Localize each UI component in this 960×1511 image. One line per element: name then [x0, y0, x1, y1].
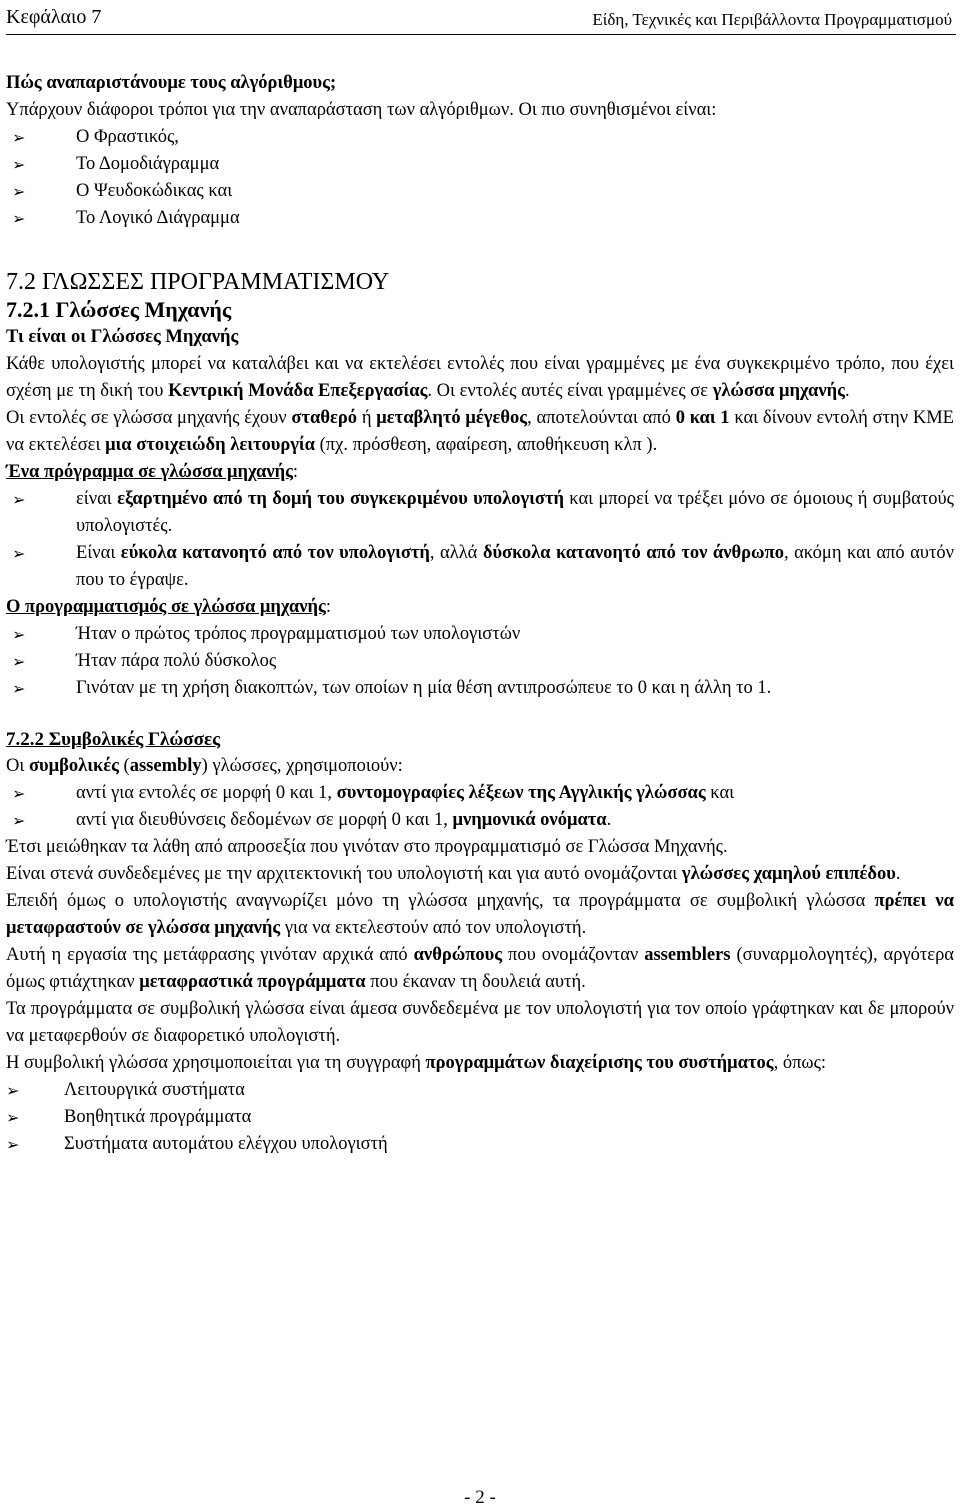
- list-item: ➢ Ήταν πάρα πολύ δύσκολος: [6, 648, 954, 675]
- program-heading: Ένα πρόγραμμα σε γλώσσα μηχανής:: [6, 462, 299, 482]
- arrow-bullet-icon: ➢: [12, 490, 26, 509]
- list-item: ➢ Ήταν ο πρώτος τρόπος προγραμματισμού των υπολογιστών: [6, 621, 954, 648]
- paragraph-symbolic-3: Είναι στενά συνδεδεμένες με την αρχιτεκτονική του υπολογιστή και για αυτό ονομάζονται γλώσσες χαμηλού επιπέδου.: [6, 864, 901, 884]
- chapter-label: Κεφάλαιο 7: [6, 6, 102, 28]
- list-item: ➢ Το Δομοδιάγραμμα: [6, 151, 954, 178]
- programming-list: [6, 621, 954, 702]
- arrow-bullet-icon: ➢: [12, 209, 26, 228]
- arrow-bullet-icon: ➢: [12, 652, 26, 671]
- paragraph-symbolic-6: Τα προγράμματα σε συμβολική γλώσσα είναι άμεσα συνδεδεμένα με τον υπολογιστή για τον οποίο γράφτηκαν και δε μπορούν να μεταφερθούν σε διαφορετικό υπολογιστή.: [6, 999, 954, 1046]
- arrow-bullet-icon: ➢: [12, 625, 26, 644]
- arrow-bullet-icon: ➢: [12, 544, 26, 563]
- section-title: 7.2 ΓΛΩΣΣΕΣ ΠΡΟΓΡΑΜΜΑΤΙΣΜΟΥ: [6, 269, 390, 295]
- arrow-bullet-icon: ➢: [12, 128, 26, 147]
- page-number: - 2 -: [464, 1487, 496, 1508]
- arrow-bullet-icon: ➢: [6, 1081, 20, 1100]
- list-item: ➢ αντί για εντολές σε μορφή 0 και 1, συντομογραφίες λέξεων της Αγγλικής γλώσσας και: [6, 780, 954, 807]
- list-item: ➢ είναι εξαρτημένο από τη δομή του συγκεκριμένου υπολογιστή και μπορεί να τρέξει μόνο σε όμοιους ή συμβατούς υπολογιστές.: [6, 486, 954, 540]
- list-item: ➢ Βοηθητικά προγράμματα: [6, 1104, 954, 1131]
- page-header: [6, 2, 956, 35]
- paragraph-symbolic-2: Έτσι μειώθηκαν τα λάθη από απροσεξία που γινόταν στο προγραμματισμό σε Γλώσσα Μηχανής.: [6, 837, 728, 857]
- intro-lead: Υπάρχουν διάφοροι τρόποι για την αναπαράσταση των αλγόριθμων. Οι πιο συνηθισμένοι είναι:: [6, 100, 717, 120]
- question-machine-languages: Τι είναι οι Γλώσσες Μηχανής: [6, 327, 239, 347]
- intro-question: Πώς αναπαριστάνουμε τους αλγόριθμους;: [6, 73, 337, 93]
- list-item: ➢ Ο Φραστικός,: [6, 124, 954, 151]
- list-item: ➢ Λειτουργικά συστήματα: [6, 1077, 954, 1104]
- list-item: ➢ Είναι εύκολα κατανοητό από τον υπολογιστή, αλλά δύσκολα κατανοητό από τον άνθρωπο, ακόμη και από αυτόν που το έγραψε.: [6, 540, 954, 594]
- list-item: ➢ Ο Ψευδοκώδικας και: [6, 178, 954, 205]
- paragraph-machine-2: Οι εντολές σε γλώσσα μηχανής έχουν σταθερό ή μεταβλητό μέγεθος, αποτελούνται από 0 και 1 και δίνουν εντολή στην ΚΜΕ να εκτελέσει μια στοιχειώδη λειτουργία (πχ. πρόσθεση, αφαίρεση, αποθήκευση κλπ ).: [6, 408, 954, 455]
- paragraph-symbolic-4: Επειδή όμως ο υπολογιστής αναγνωρίζει μόνο τη γλώσσα μηχανής, τα προγράμματα σε συμβολική γλώσσα πρέπει να μεταφραστούν σε γλώσσα μηχανής για να εκτελεστούν από τον υπολογιστή.: [6, 891, 954, 938]
- intro-list: [6, 124, 954, 232]
- symbolic-uses-list: [6, 780, 954, 834]
- list-item: ➢ Συστήματα αυτομάτου ελέγχου υπολογιστή: [6, 1131, 954, 1158]
- subsection-title-symbolic: 7.2.2 Συμβολικές Γλώσσες: [6, 729, 221, 750]
- page-content: [6, 70, 954, 1158]
- subsection-title-machine: 7.2.1 Γλώσσες Μηχανής: [6, 297, 232, 322]
- list-item: ➢ Γινόταν με τη χρήση διακοπτών, των οποίων η μία θέση αντιπροσώπευε το 0 και η άλλη το 1.: [6, 675, 954, 702]
- arrow-bullet-icon: ➢: [12, 679, 26, 698]
- list-item: ➢ αντί για διευθύνσεις δεδομένων σε μορφή 0 και 1, μνημονικά ονόματα.: [6, 807, 954, 834]
- programming-heading: Ο προγραμματισμός σε γλώσσα μηχανής:: [6, 597, 331, 617]
- arrow-bullet-icon: ➢: [12, 811, 26, 830]
- paragraph-symbolic-1: Οι συμβολικές (assembly) γλώσσες, χρησιμοποιούν:: [6, 756, 403, 776]
- arrow-bullet-icon: ➢: [12, 182, 26, 201]
- paragraph-machine-1: Κάθε υπολογιστής μπορεί να καταλάβει και να εκτελέσει εντολές που είναι γραμμένες με ένα συγκεκριμένο τρόπο, που έχει σχέση με τη δική του Κεντρική Μονάδα Επεξεργασίας. Οι εντολές αυτές είναι γραμμένες σε γλώσσα μηχανής.: [6, 354, 954, 401]
- list-item: ➢ Το Λογικό Διάγραμμα: [6, 205, 954, 232]
- paragraph-symbolic-5: Αυτή η εργασία της μετάφρασης γινόταν αρχικά από ανθρώπους που ονομάζονταν assemblers (συναρμολογητές), αργότερα όμως φτιάχτηκαν μεταφραστικά προγράμματα που έκαναν τη δουλειά αυτή.: [6, 945, 954, 992]
- system-programs-list: [6, 1077, 954, 1158]
- arrow-bullet-icon: ➢: [12, 784, 26, 803]
- paragraph-symbolic-7: Η συμβολική γλώσσα χρησιμοποιείται για τη συγγραφή προγραμμάτων διαχείρισης του συστήματος, όπως:: [6, 1053, 827, 1073]
- chapter-subtitle: Είδη, Τεχνικές και Περιβάλλοντα Προγραμματισμού: [592, 10, 952, 29]
- arrow-bullet-icon: ➢: [12, 155, 26, 174]
- arrow-bullet-icon: ➢: [6, 1108, 20, 1127]
- program-list: [6, 486, 954, 594]
- arrow-bullet-icon: ➢: [6, 1135, 20, 1154]
